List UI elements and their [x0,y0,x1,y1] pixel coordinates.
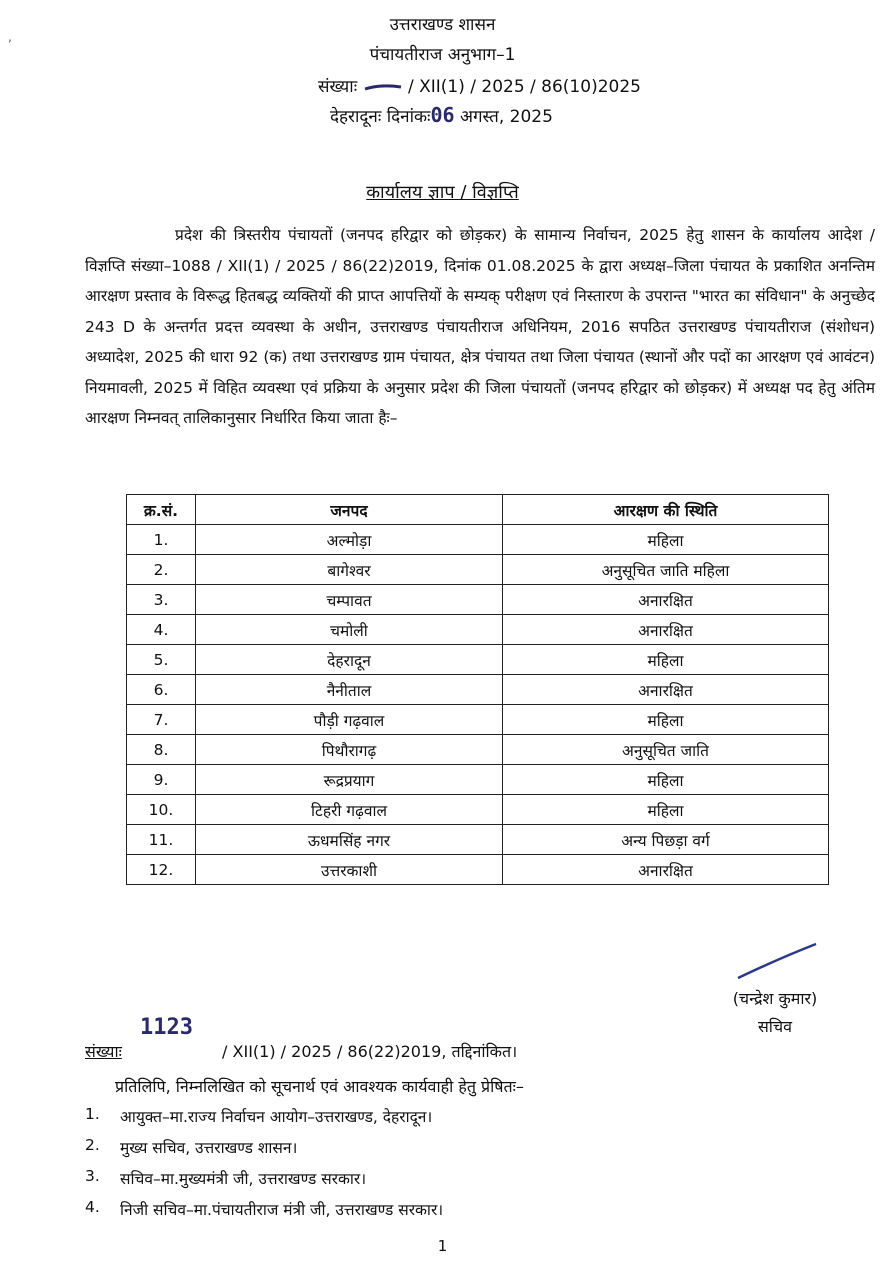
cell-serial: 1. [127,525,196,555]
handwritten-number: 1123 [140,1015,193,1040]
cell-district: टिहरी गढ़वाल [196,795,503,825]
cell-reservation: अनारक्षित [503,585,829,615]
cell-reservation: अनारक्षित [503,855,829,885]
cell-serial: 6. [127,675,196,705]
cell-serial: 11. [127,825,196,855]
table-row [127,795,829,825]
item-number: 2. [85,1136,100,1154]
reservation-table [126,494,829,885]
table-row [127,735,829,765]
cell-district: रूद्रप्रयाग [196,765,503,795]
table-row [127,585,829,615]
copy-list [85,1105,443,1229]
cell-serial: 7. [127,705,196,735]
table-header-row [127,495,829,525]
item-text: निजी सचिव–मा.पंचायतीराज मंत्री जी, उत्तराखण्ड सरकार। [120,1201,444,1219]
header-date [330,103,553,127]
header-govt: उत्तराखण्ड शासन [389,15,496,35]
list-item [85,1198,443,1229]
cell-reservation: महिला [503,705,829,735]
header-section: पंचायतीराज अनुभाग–1 [369,45,516,65]
cell-reservation: महिला [503,525,829,555]
cell-serial: 9. [127,765,196,795]
cell-serial: 3. [127,585,196,615]
cell-district: पिथौरागढ़ [196,735,503,765]
table-row [127,765,829,795]
number-label: संख्याः [318,77,358,97]
table-row [127,825,829,855]
list-item [85,1167,443,1198]
cell-reservation: महिला [503,765,829,795]
handwritten-dash [363,80,403,94]
item-text: सचिव–मा.मुख्यमंत्री जी, उत्तराखण्ड सरकार। [120,1170,367,1188]
header-serial: क्र.सं. [127,495,196,525]
endorsement-number-value: / XII(1) / 2025 / 86(22)2019, तद्दिनांकित। [222,1042,518,1061]
signatory-name: (चन्द्रेश कुमार) [732,989,818,1008]
list-item [85,1136,443,1167]
cell-serial: 4. [127,615,196,645]
cell-district: पौड़ी गढ़वाल [196,705,503,735]
endorsement-number [85,1040,517,1062]
signature-block [700,985,850,1041]
signatory-designation: सचिव [757,1017,793,1036]
table-row [127,855,829,885]
date-day: 06 [430,103,455,127]
item-text: मुख्य सचिव, उत्तराखण्ड शासन। [120,1139,298,1157]
body-paragraph: प्रदेश की त्रिस्तरीय पंचायतों (जनपद हरिद्वार को छोड़कर) के सामान्य निर्वाचन, 2025 हेतु शासन के कार्यालय आदेश / विज्ञप्ति संख्या–1088 / XII(1) / 2025 / 86(22)2019, दिनांक 01.08.2025 के द्वारा अध्यक्ष–जिला पंचायत के प्रकाशित अनन्तिम आरक्षण प्रस्ताव के विरूद्ध हितबद्ध व्यक्तियों की प्राप्त आपत्तियों के सम्यक् परीक्षण एवं निस्तारण के उपरान्त "भारत का संविधान" के अनुच्छेद 243 D के अन्तर्गत प्रदत्त व्यवस्था के अधीन, उत्तराखण्ड पंचायतीराज अधिनियम, 2016 सपठित उत्तराखण्ड पंचायतीराज (संशोधन) अध्यादेश, 2025 की धारा 92 (क) तथा उत्तराखण्ड ग्राम पंचायत, क्षेत्र पंचायत तथा जिला पंचायत (स्थानों और पदों का आरक्षण एवं आवंटन) नियमावली, 2025 में विहित व्यवस्था एवं प्रक्रिया के अनुसार प्रदेश की जिला पंचायतों (जनपद हरिद्वार को छोड़कर) में अध्यक्ष पद हेतु अंतिम आरक्षण निम्नवत् तालिकानुसार निर्धारित किया जाता हैः– [85,226,875,427]
page-number: 1 [437,1237,448,1255]
cell-district: उत्तरकाशी [196,855,503,885]
cell-reservation: अनुसूचित जाति महिला [503,555,829,585]
cell-district: अल्मोड़ा [196,525,503,555]
scan-mark: , [8,30,12,44]
date-label: देहरादूनः दिनांकः [330,107,431,127]
cell-district: बागेश्वर [196,555,503,585]
table-row [127,525,829,555]
endorsement-number-label: संख्याः [85,1042,122,1061]
header-district: जनपद [196,495,503,525]
cell-district: देहरादून [196,645,503,675]
cell-serial: 8. [127,735,196,765]
table-row [127,645,829,675]
table-row [127,615,829,645]
copy-intro: प्रतिलिपि, निम्नलिखित को सूचनार्थ एवं आवश्यक कार्यवाही हेतु प्रेषितः– [115,1077,524,1096]
cell-district: ऊधमसिंह नगर [196,825,503,855]
cell-reservation: अनारक्षित [503,615,829,645]
item-number: 1. [85,1105,100,1123]
cell-serial: 10. [127,795,196,825]
cell-serial: 2. [127,555,196,585]
cell-reservation: महिला [503,795,829,825]
table-row [127,705,829,735]
number-value: / XII(1) / 2025 / 86(10)2025 [407,77,641,97]
header-reservation: आरक्षण की स्थिति [503,495,829,525]
cell-reservation: अनुसूचित जाति [503,735,829,765]
table-row [127,555,829,585]
date-rest: अगस्त, 2025 [459,107,553,127]
header-number [318,74,641,97]
cell-district: नैनीताल [196,675,503,705]
cell-reservation: महिला [503,645,829,675]
cell-serial: 12. [127,855,196,885]
item-number: 3. [85,1167,100,1185]
cell-district: चमोली [196,615,503,645]
cell-reservation: अनारक्षित [503,675,829,705]
cell-serial: 5. [127,645,196,675]
table-row [127,675,829,705]
item-text: आयुक्त–मा.राज्य निर्वाचन आयोग–उत्तराखण्ड, देहरादून। [120,1108,433,1126]
document-title: कार्यालय ज्ञाप / विज्ञप्ति [366,182,519,203]
signature-stroke [730,940,830,985]
list-item [85,1105,443,1136]
item-number: 4. [85,1198,100,1216]
cell-district: चम्पावत [196,585,503,615]
cell-reservation: अन्य पिछड़ा वर्ग [503,825,829,855]
